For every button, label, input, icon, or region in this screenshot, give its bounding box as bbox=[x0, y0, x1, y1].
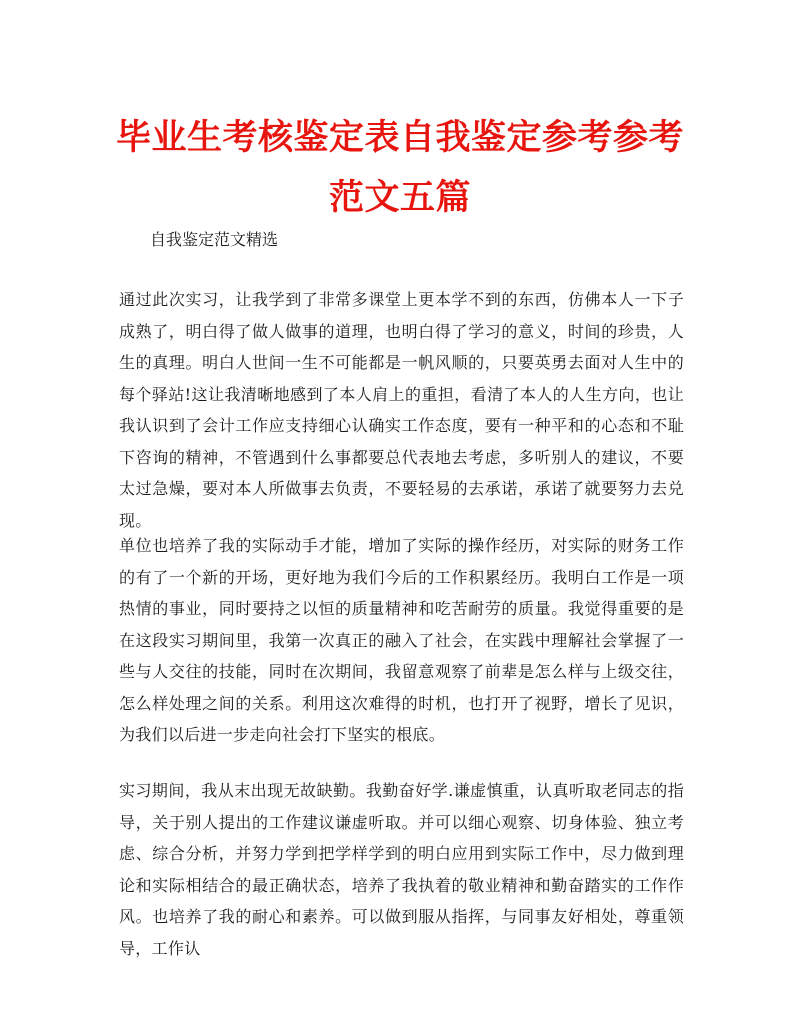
paragraph-2: 单位也培养了我的实际动手才能，增加了实际的操作经历，对实际的财务工作的有了一个新的开场，更好地为我们今后的工作积累经历。我明白工作是一项热情的事业，同时要持之以恒的质量精神和吃苦耐劳的质量。我觉得重要的是在这段实习期间里，我第一次真正的融入了社会，在实践中理解社会掌握了一些与人交往的技能，同时在次期间，我留意观察了前辈是怎么样与上级交往，怎么样处理之间的关系。利用这次难得的时机，也打开了视野，增长了见识，为我们以后进一步走向社会打下坚实的根底。 bbox=[119, 536, 684, 744]
paragraph-1: 通过此次实习，让我学到了非常多课堂上更本学不到的东西，仿佛本人一下子成熟了，明白得了做人做事的道理，也明白得了学习的意义，时间的珍贵，人生的真理。明白人世间一生不可能都是一帆风顺的，只要英勇去面对人生中的每个驿站!这让我清晰地感到了本人肩上的重担，看清了本人的人生方向，也让我认识到了会计工作应支持细心认确实工作态度，要有一种平和的心态和不耻下咨询的精神，不管遇到什么事都要总代表地去考虑，多听别人的建议，不要太过急燥，要对本人所做事去负责，不要轻易的去承诺，承诺了就要努力去兑现。 bbox=[119, 290, 684, 530]
paragraph-3: 实习期间，我从末出现无故缺勤。我勤奋好学.谦虚慎重，认真听取老同志的指导，关于别人提出的工作建议谦虚听取。并可以细心观察、切身体验、独立考虑、综合分析，并努力学到把学样学到的明白应用到实际工作中，尽力做到理论和实际相结合的最正确状态，培养了我执着的敬业精神和勤奋踏实的工作作风。也培养了我的耐心和素养。可以做到服从指挥，与同事友好相处，尊重领导，工作认 bbox=[119, 781, 684, 958]
document-title: 毕业生考核鉴定表自我鉴定参考参考范文五篇 bbox=[115, 118, 684, 218]
document-subtitle: 自我鉴定范文精选 bbox=[150, 230, 279, 249]
